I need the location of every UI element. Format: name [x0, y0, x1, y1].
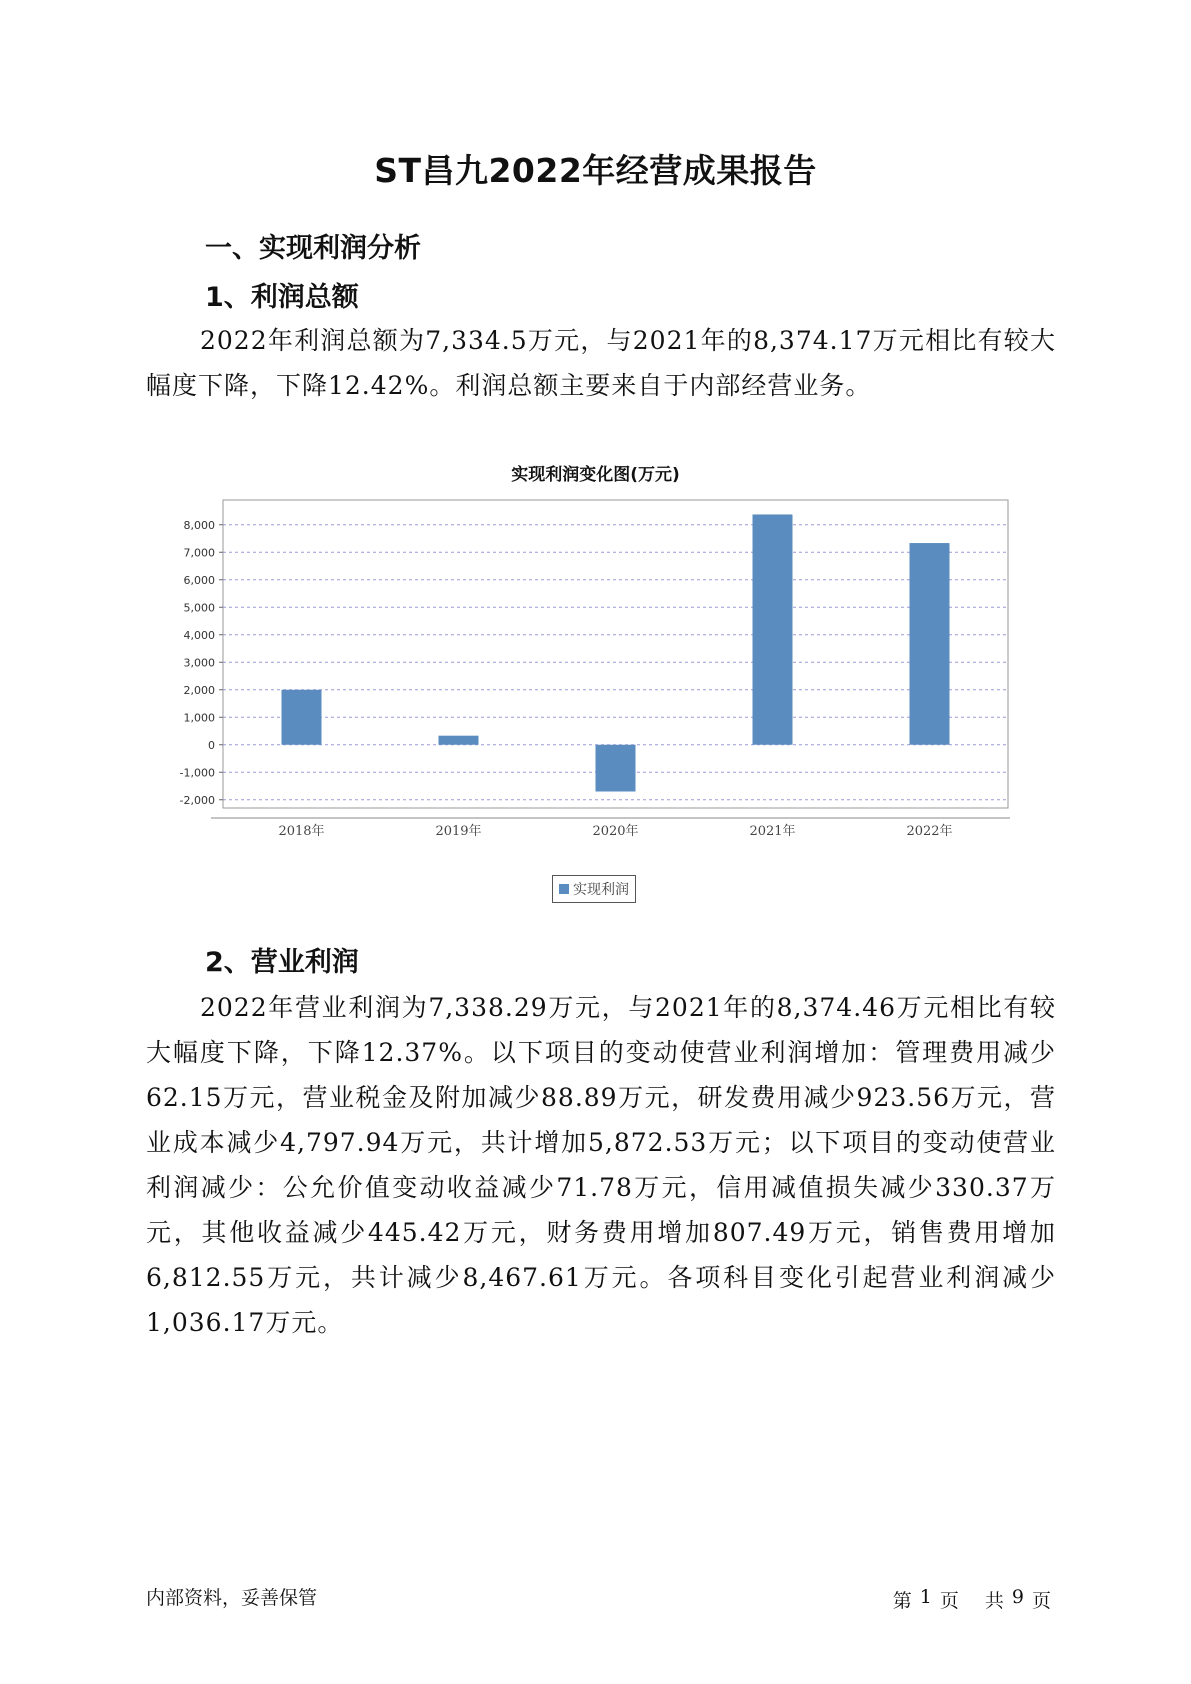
subheading-total-profit: 1、利润总额: [205, 282, 359, 313]
footer-confidential-note: 内部资料，妥善保管: [146, 1587, 318, 1609]
y-tick-label: 1,000: [183, 711, 215, 725]
bar: [753, 514, 793, 744]
bar: [910, 543, 950, 745]
y-tick-label: 0: [208, 738, 215, 752]
y-tick-label: -2,000: [179, 793, 215, 807]
report-title: ST昌九2022年经营成果报告: [374, 151, 817, 190]
chart-legend: [552, 875, 636, 903]
page-number: 1: [919, 1586, 932, 1608]
total-suffix: 页: [1031, 1590, 1051, 1612]
y-tick-label: 6,000: [183, 573, 215, 587]
bar: [282, 690, 322, 745]
chart-title: 实现利润变化图(万元): [511, 465, 680, 485]
total-prefix: 共: [984, 1590, 1004, 1612]
bar: [439, 736, 479, 745]
page-prefix: 第: [892, 1590, 912, 1612]
profit-bar-chart: [160, 488, 1030, 873]
footer-page-indicator: [893, 1586, 1051, 1613]
x-tick-label: 2021年: [749, 824, 796, 839]
y-tick-label: 7,000: [183, 546, 215, 560]
bar: [596, 745, 636, 792]
x-tick-label: 2019年: [435, 824, 482, 839]
y-tick-label: 4,000: [183, 628, 215, 642]
y-tick-label: 3,000: [183, 656, 215, 670]
legend-label: 实现利润: [573, 882, 629, 898]
y-tick-label: 2,000: [183, 683, 215, 697]
x-tick-label: 2018年: [278, 824, 325, 839]
section-heading-profit-analysis: 一、实现利润分析: [205, 233, 421, 264]
y-tick-label: 8,000: [183, 518, 215, 532]
page-suffix: 页: [939, 1590, 959, 1612]
total-pages: 9: [1011, 1586, 1024, 1608]
paragraph-total-profit: 2022年利润总额为7,334.5万元，与2021年的8,374.17万元相比有较大幅度下降，下降12.42%。利润总额主要来自于内部经营业务。: [146, 326, 1056, 400]
subheading-operating-profit: 2、营业利润: [205, 947, 359, 978]
x-tick-label: 2020年: [592, 824, 639, 839]
y-tick-label: 5,000: [183, 601, 215, 615]
x-tick-label: 2022年: [906, 824, 953, 839]
legend-swatch: [559, 884, 569, 894]
paragraph-operating-profit: 2022年营业利润为7,338.29万元，与2021年的8,374.46万元相比有较大幅度下降，下降12.37%。以下项目的变动使营业利润增加：管理费用减少62.15万元，营业税金及附加减少88.89万元，研发费用减少923.56万元，营业成本减少4,797.94万元，共计增加5,872.53万元；以下项目的变动使营业利润减少：公允价值变动收益减少71.78万元，信用减值损失减少330.37万元，其他收益减少445.42万元，财务费用增加807.49万元，销售费用增加6,812.55万元，共计减少8,467.61万元。各项科目变化引起营业利润减少1,036.17万元。: [146, 993, 1056, 1337]
y-tick-label: -1,000: [179, 766, 215, 780]
